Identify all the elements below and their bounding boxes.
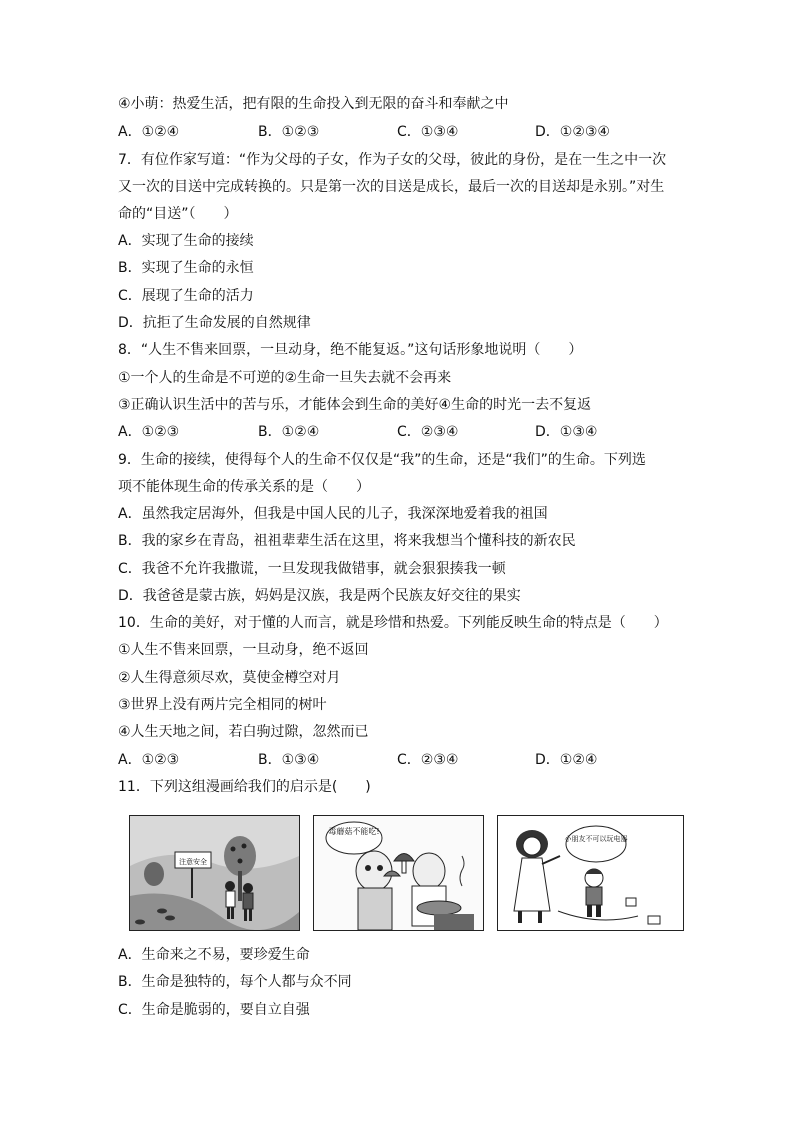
choice-d: D．①②④: [535, 752, 598, 768]
q9-stem-line2: 项不能体现生命的传承关系的是（ ）: [118, 479, 370, 495]
q11-option-b: B．生命是独特的，每个人都与众不同: [118, 974, 352, 990]
q11-option-a: A．生命来之不易，要珍爱生命: [118, 947, 310, 963]
svg-text:毒蘑菇不能吃!: 毒蘑菇不能吃!: [328, 827, 380, 836]
choice-c: C．②③④: [397, 752, 459, 768]
q7-option-d: D．抗拒了生命发展的自然规律: [118, 315, 311, 331]
choice-d: D．①③④: [535, 424, 598, 440]
q10-statement-4: ④人生天地之间，若白驹过隙，忽然而已: [118, 724, 369, 740]
q11-stem: 11．下列这组漫画给我们的启示是( ): [118, 779, 371, 795]
q8-choices: [118, 422, 678, 442]
q10-choices: [118, 750, 678, 770]
q7-option-b: B．实现了生命的永恒: [118, 260, 254, 276]
q10-statement-3: ③世界上没有两片完全相同的树叶: [118, 697, 327, 713]
svg-text:注意安全: 注意安全: [179, 858, 207, 866]
q6-choices: [118, 122, 678, 142]
cartoon-safety-sign: [129, 815, 300, 931]
q11-option-c: C．生命是脆弱的，要自立自强: [118, 1002, 310, 1018]
q6-option-4: ④小萌：热爱生活，把有限的生命投入到无限的奋斗和奉献之中: [118, 96, 509, 112]
q10-statement-2: ②人生得意须尽欢，莫使金樽空对月: [118, 670, 341, 686]
choice-c: C．②③④: [397, 424, 459, 440]
q8-statement-1-2: ①一个人的生命是不可逆的②生命一旦失去就不会再来: [118, 370, 452, 386]
choice-b: B．①③④: [258, 752, 320, 768]
q10-statement-1: ①人生不售来回票，一旦动身，绝不返回: [118, 642, 369, 658]
choice-a: A．①②④: [118, 124, 180, 140]
q9-option-a: A．虽然我定居海外，但我是中国人民的儿子，我深深地爱着我的祖国: [118, 506, 548, 522]
cartoon-poison-mushroom-drawing: [314, 816, 483, 930]
q9-option-c: C．我爸不允许我撒谎，一旦发现我做错事，就会狠狠揍我一顿: [118, 561, 506, 577]
q7-stem-line3: 命的“目送”（ ）: [118, 206, 238, 222]
q7-option-c: C．展现了生命的活力: [118, 288, 254, 304]
choice-a: A．①②③: [118, 424, 180, 440]
choice-b: B．①②③: [258, 124, 320, 140]
cartoon-electric-safety-drawing: [498, 816, 683, 930]
q7-option-a: A．实现了生命的接续: [118, 233, 254, 249]
q9-stem-line1: 9．生命的接续，使得每个人的生命不仅仅是“我”的生命，还是“我们”的生命。下列选: [118, 452, 646, 468]
choice-d: D．①②③④: [535, 124, 610, 140]
q7-stem-line2: 又一次的目送中完成转换的。只是第一次的目送是成长，最后一次的目送却是永别。”对生: [118, 179, 665, 195]
choice-b: B．①②④: [258, 424, 320, 440]
choice-c: C．①③④: [397, 124, 459, 140]
choice-a: A．①②③: [118, 752, 180, 768]
q9-option-d: D．我爸爸是蒙古族，妈妈是汉族，我是两个民族友好交往的果实: [118, 588, 521, 604]
q10-stem: 10．生命的美好，对于懂的人而言，就是珍惜和热爱。下列能反映生命的特点是（ ）: [118, 615, 668, 631]
cartoon-safety-sign-drawing: [130, 816, 299, 930]
q8-statement-3-4: ③正确认识生活中的苦与乐，才能体会到生命的美好④生命的时光一去不复返: [118, 397, 592, 413]
cartoon-poison-mushroom: [313, 815, 484, 931]
q7-stem-line1: 7．有位作家写道：“作为父母的子女，作为子女的父母，彼此的身份，是在一生之中一次: [118, 152, 667, 168]
q8-stem: 8．“人生不售来回票，一旦动身，绝不能复返。”这句话形象地说明（ ）: [118, 342, 583, 358]
svg-text:小朋友不可以玩电器: 小朋友不可以玩电器: [564, 835, 628, 843]
q9-option-b: B．我的家乡在青岛，祖祖辈辈生活在这里，将来我想当个懂科技的新农民: [118, 533, 576, 549]
cartoon-electric-safety: [497, 815, 684, 931]
